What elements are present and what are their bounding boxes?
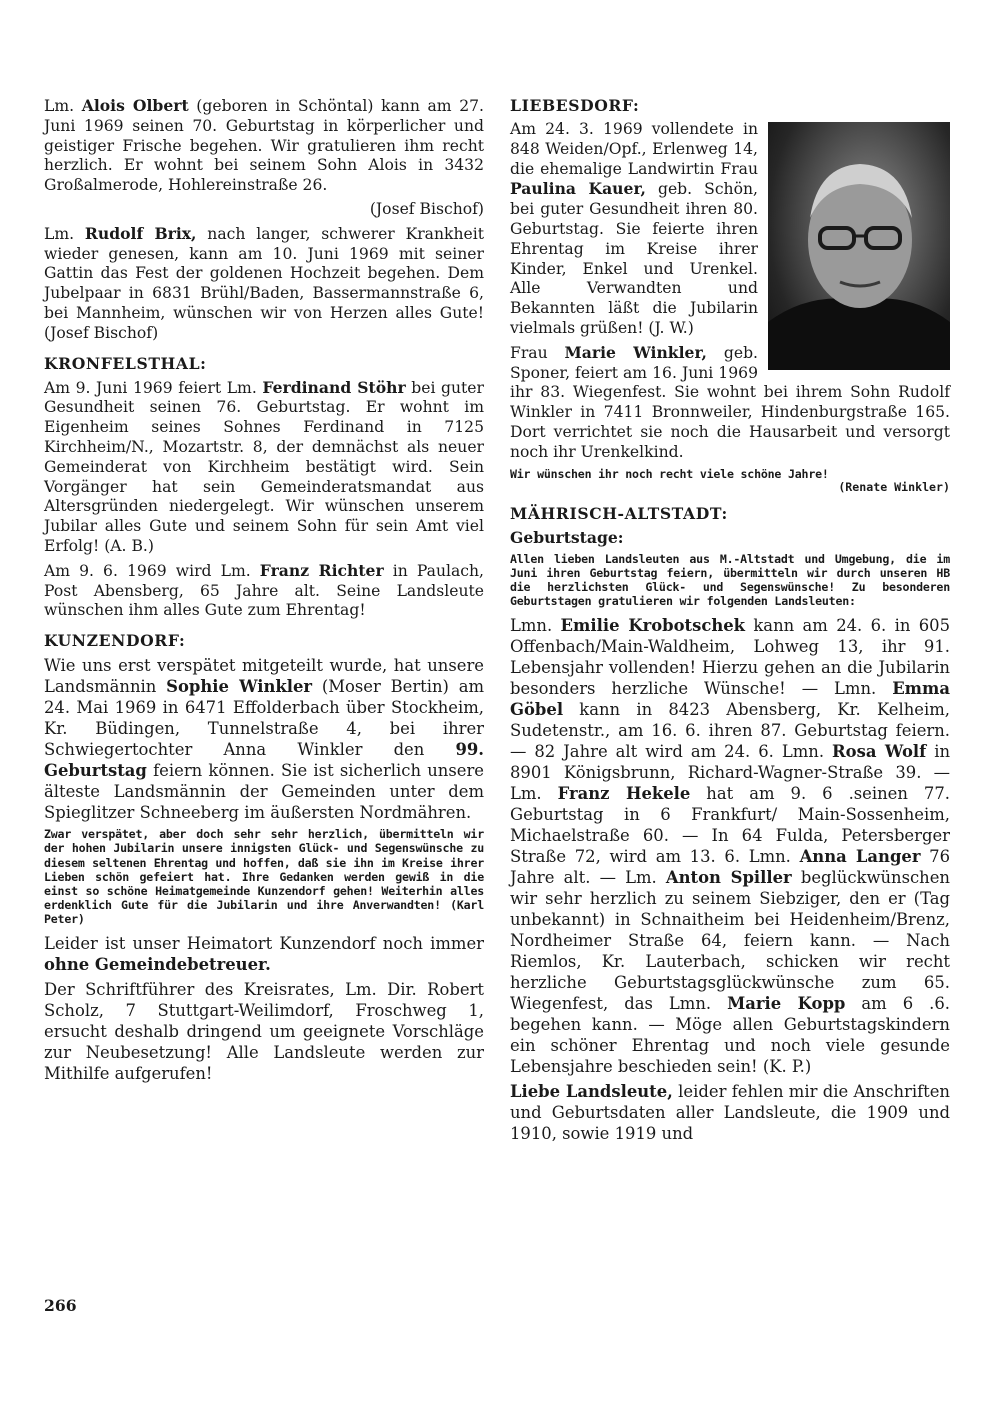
text: 76 Jahre alt. — Lm. [510, 846, 950, 887]
entry-liebe-landsleute [510, 1081, 950, 1144]
section-heading-liebesdorf: LIEBESDORF: [510, 96, 640, 115]
person-name: Paulina Kauer, [510, 179, 646, 199]
text: Frau [510, 343, 565, 362]
person-name: Marie Winkler, [564, 342, 707, 362]
text: in 8901 Königsbrunn, Richard-Wagner-Straße 39. — Lm. [510, 741, 950, 803]
birthday-list [510, 615, 950, 1077]
text: kann in 8423 Abensberg, Kr. Kelheim, Sudetenstr., am 16. 6. ihren 87. Geburtstag feiern. — 82 Jahre alt wird am 24. 6. Lmn. [510, 699, 950, 761]
text: Am 24. 3. 1969 vollendete in 848 Weiden/Opf., Erlenweg 14, die ehemalige Landwirtin Frau [510, 120, 758, 178]
text: Wie uns erst verspätet mitgeteilt wurde, hat unsere Landsmännin [44, 656, 484, 697]
right-column [510, 96, 950, 1148]
person-name: Emilie Krobotschek [560, 615, 746, 635]
person-name: Rosa Wolf [832, 741, 927, 761]
person-name: Emma Göbel [510, 678, 950, 719]
text: Lmn. [510, 615, 561, 635]
entry-alois-olbert [44, 96, 484, 196]
section-heading-kunzendorf: KUNZENDORF: [44, 631, 186, 651]
text: kann am 24. 6. in 605 Offenbach/Main-Waldheim, Lohweg 13, ihr 91. Lebensjahr vollenden! Hierzu gehen an die Jubilarin besonders herzliche Wünsche! — Lmn. [510, 615, 951, 698]
person-name: Franz Richter [259, 560, 384, 580]
portrait-photo [768, 122, 950, 370]
entry-ferdinand-stoehr [44, 378, 484, 557]
text: (geboren in Schöntal) kann am 27. Juni 1969 seinen 70. Geburtstag in körperlicher und geistiger Frische begehen. Wir gratulieren ihm recht herzlich. Er wohnt bei seinem Sohn Alois in 3432 Großalmerode, Hohlereinstraße 26. [44, 97, 485, 195]
small-print-birthday-intro: Allen lieben Landsleuten aus M.-Altstadt und Umgebung, die im Juni ihren Geburtstag feiern, übermitteln wir durch unseren HB die herzlichsten Glück- und Segenswünsche! Zu besonderen Geburtstagen gratulieren wir folgenden Landsleuten: [510, 551, 950, 609]
text: hat am 9. 6 .seinen 77. Geburtstag in 6 Frankfurt/ Main-Sossenheim, Michaelstraße 60. — In 64 Fulda, Petersberger Straße 72, wird am 13. 6. Lmn. [510, 783, 950, 866]
person-name: Ferdinand Stöhr [262, 377, 406, 397]
section-heading-kronfelsthal: KRONFELSTHAL: [44, 353, 207, 373]
small-print-wishes: Wir wünschen ihr noch recht viele schöne Jahre! [510, 466, 829, 481]
small-print-greeting: Zwar verspätet, aber doch sehr sehr herzlich, übermitteln wir der hohen Jubilarin unsere innigsten Glück- und Segenswünsche zu diesem seltenen Ehrentag und hoffen, daß sie ihn im Kreise ihrer Lieben schön gefeiert hat. Ihre Gedanken werden gewiß in die einst so schöne Heimatgemeinde Kunzendorf gehen! Weiterhin alles erdenklich Gute für die Jubilarin und ihre Anverwandten! (Karl Peter) [44, 827, 484, 927]
entry-sophie-winkler [44, 655, 484, 823]
left-column [44, 96, 484, 1088]
text: in Paulach, Post Abensberg, 65 Jahre alt. Seine Landsleute wünschen ihm alles Gute zum Ehrentag! [44, 561, 485, 620]
text: geb. Sponer, feiert am 16. Juni 1969 ihr 83. Wiegenfest. Sie wohnt bei ihrem Sohn Rudolf Winkler in 7411 Bronnweiler, Hindenburgstraße 165. Dort verrichtet sie noch die Hausarbeit und versorgt noch ihr Urenkelkind. [510, 343, 950, 461]
person-name: Marie Kopp [727, 993, 846, 1013]
person-name: Alois Olbert [81, 96, 189, 115]
text: am 6 .6. begehen kann. — Möge allen Geburtstagskindern ein schöner Ehrentag und noch viele gesunde Lebensjahre beschieden sein! (K. P.) [510, 993, 950, 1076]
entry-franz-richter [44, 561, 484, 621]
portrait-illustration [768, 122, 950, 370]
person-name: Anna Langer [799, 846, 921, 866]
text: Lm. [44, 224, 85, 243]
signature-renate-winkler: (Renate Winkler) [838, 479, 950, 494]
text: Am 9. 6. 1969 wird Lm. [44, 561, 260, 580]
page-number: 266 [44, 1296, 77, 1315]
text: (Moser Bertin) am 24. Mai 1969 in 6471 Effolderbach über Stockheim, Kr. Büdingen, Tunnelstraße 4, bei ihrer Schwiegertochter Anna Winkler den [44, 677, 485, 760]
birthday-number: 99. Geburtstag [44, 740, 484, 781]
person-name: Franz Hekele [557, 783, 691, 803]
person-name: Anton Spiller [665, 867, 792, 887]
signature-josef-bischof: (Josef Bischof) [369, 199, 484, 218]
text: nach langer, schwerer Krankheit wieder genesen, kann am 10. Juni 1969 mit seiner Gattin das Fest der goldenen Hochzeit begehen. Dem Jubelpaar in 6831 Brühl/Baden, Bassermannstraße 6, bei Mannheim, wünschen wir von Herzen alles Gute! (Josef Bischof) [44, 224, 484, 342]
text: beglückwünschen wir sehr herzlich zu seinem Siebziger, den er (Tag unbekannt) in Schnaitheim bei Heidenheim/Brenz, Nordheimer Straße 64, feiern kann. — Nach Riemlos, Kr. Lauterbach, schicken wir recht herzliche Geburtstagsglückwünsche zum 65. Wiegenfest, das Lmn. [510, 867, 950, 1013]
entry-rudolf-brix [44, 224, 484, 344]
bold-text: ohne Gemeindebetreuer. [44, 954, 271, 974]
subheading-geburtstage: Geburtstage: [510, 527, 624, 547]
text: feiern können. Sie ist sicherlich unsere älteste Landsmännin der Gemeinden unter dem Spieglitzer Schneeberg im äußersten Nordmähren. [44, 761, 484, 823]
text: geb. Schön, bei guter Gesundheit ihren 80. Geburtstag. Sie feierte ihren Ehrentag im Kreise ihrer Kinder, Enkel und Urenkel. Alle Verwandten und Bekannten läßt die Jubilarin vielmals grüßen! (J. W.) [510, 180, 758, 337]
text: Am 9. Juni 1969 feiert Lm. [44, 378, 263, 397]
person-name: Rudolf Brix, [84, 223, 197, 243]
text: leider fehlen mir die Anschriften und Geburtsdaten aller Landsleute, die 1909 und 1910, sowie 1919 und [510, 1081, 950, 1143]
text: Leider ist unser Heimatort Kunzendorf noch immer [44, 933, 484, 953]
section-heading-maehrisch-altstadt: MÄHRISCH-ALTSTADT: [510, 503, 728, 523]
text: bei guter Gesundheit seinen 76. Geburtstag. Er wohnt im Eigenheim seines Sohnes Ferdinand in 7125 Kirchheim/N., Mozartstr. 8, der demnächst als neuer Gemeinderat von Kirchheim bestätigt wird. Sein Vorgänger hat sein Gemeinderatsmandat aus Altersgründen niedergelegt. Wir wünschen unserem Jubilar alles Gute und seinem Sohn für sein Amt viel Erfolg! (A. B.) [44, 378, 484, 555]
notice-no-caretaker [44, 933, 484, 975]
bold-text: Liebe Landsleute, [510, 1081, 673, 1101]
person-name: Sophie Winkler [166, 677, 313, 697]
text: Lm. [44, 97, 82, 115]
notice-request-proposals: Der Schriftführer des Kreisrates, Lm. Dir. Robert Scholz, 7 Stuttgart-Weilimdorf, Froschweg 1, ersucht deshalb dringend um geeignete Vorschläge zur Neubesetzung! Alle Landsleute werden zur Mithilfe aufgerufen! [44, 979, 484, 1083]
